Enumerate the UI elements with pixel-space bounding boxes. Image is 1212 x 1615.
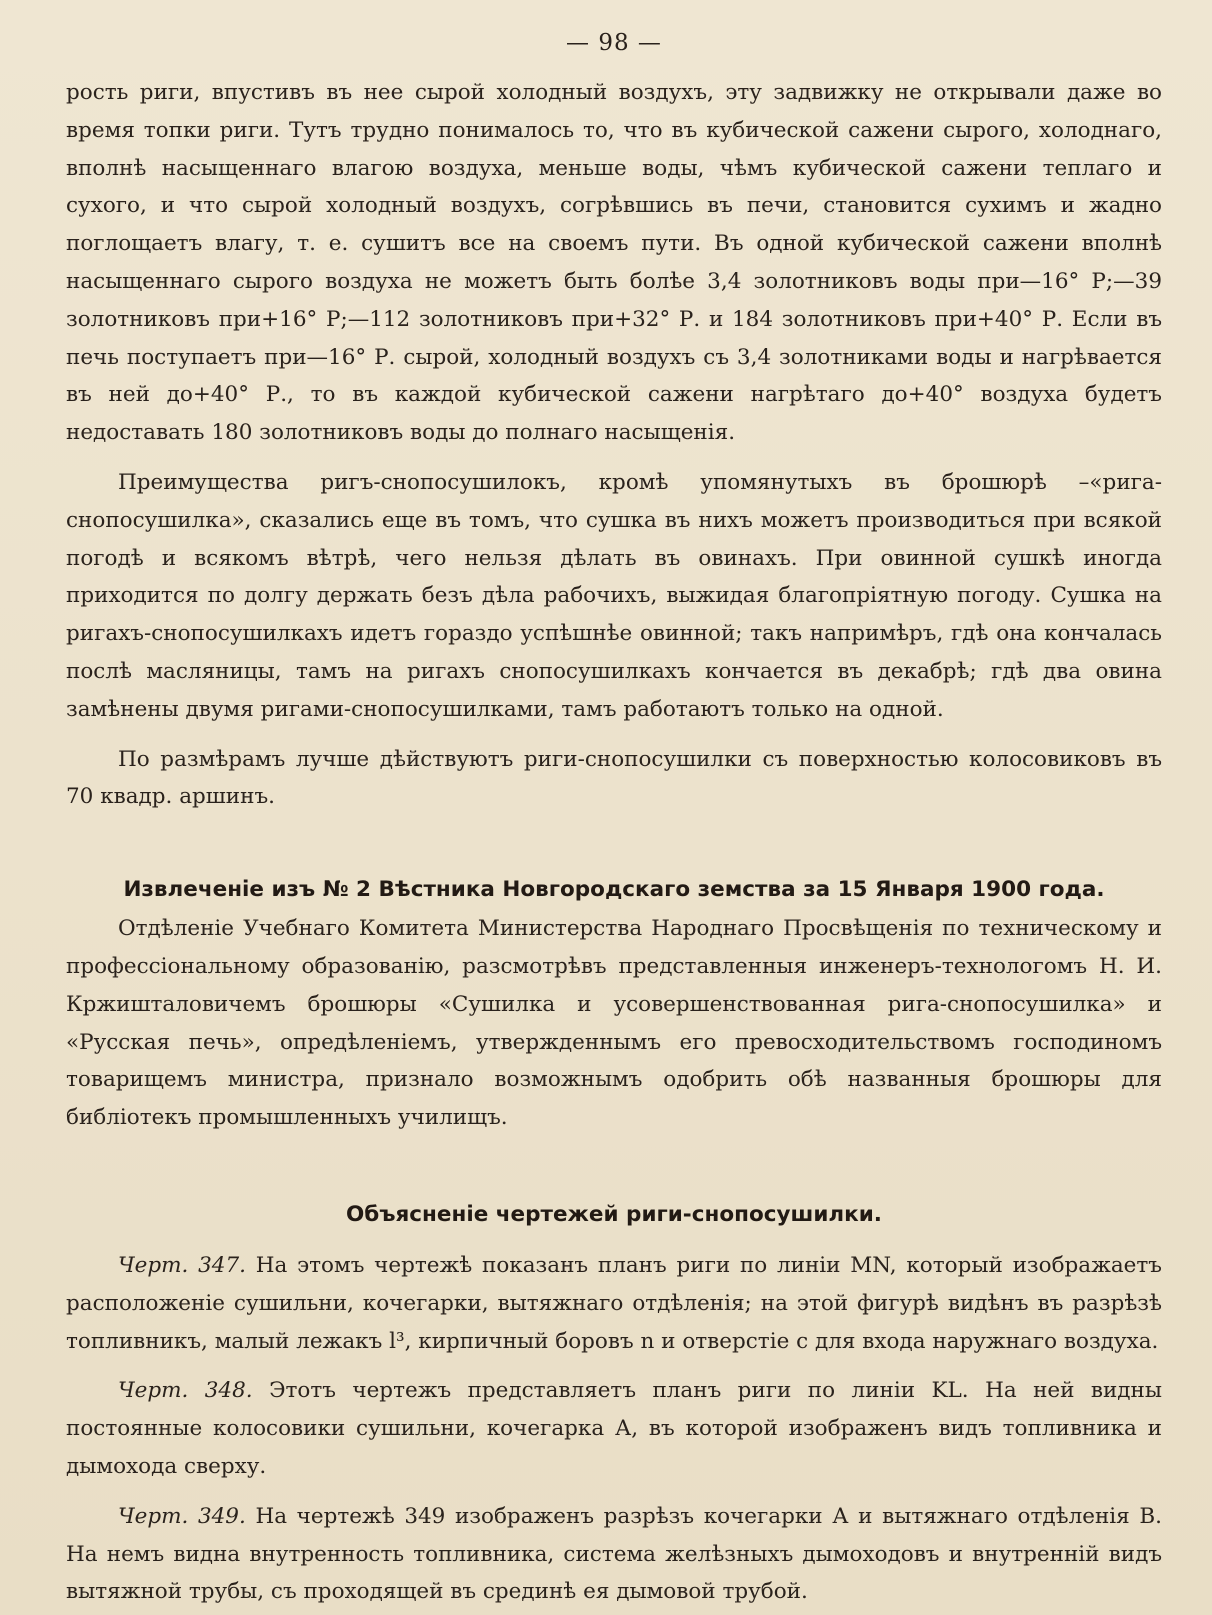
figure-text-347: На этомъ чертежѣ показанъ планъ риги по линіи MN, который изображаетъ расположеніе сушильни, кочегарки, вытяжнаго отдѣленія; на этой фигурѣ видѣнъ въ разрѣзѣ топливникъ, малый лежакъ l³, кирпичный боровъ n и отверстіе с для входа наружнаго воздуха. (66, 1252, 1162, 1354)
figure-label-349: Черт. 349. (118, 1503, 246, 1529)
paragraph-sizes: По размѣрамъ лучше дѣйствуютъ риги-снопосушилки съ поверхностью колосовиковъ въ 70 квадр. аршинъ. (66, 746, 1162, 810)
document-page (66, 26, 1162, 1611)
figure-label-347: Черт. 347. (118, 1252, 246, 1278)
figure-paragraph-349 (66, 1498, 1162, 1611)
figure-paragraph-348 (66, 1372, 1162, 1485)
page-number: — 98 — (566, 30, 662, 56)
figure-text-349: На чертежѣ 349 изображенъ разрѣзъ кочегарки А и вытяжнаго отдѣленія В. На немъ видна внутренность топливника, система желѣзныхъ дымоходовъ и внутренній видъ вытяжной трубы, съ проходящей въ срединѣ ея дымовой трубой. (66, 1503, 1162, 1605)
paragraph-air-humidity: рость риги, впустивъ въ нее сырой холодный воздухъ, эту задвижку не открывали даже во время топки риги. Тутъ трудно понималось то, что въ кубической сажени сырого, холоднаго, вполнѣ насыщеннаго влагою воздуха, меньше воды, чѣмъ кубической сажени теплаго и сухого, и что сырой холодный воздухъ, согрѣвшись въ печи, становится сухимъ и жадно поглощаетъ влагу, т. е. сушитъ все на своемъ пути. Въ одной кубической сажени вполнѣ насыщеннаго сырого воздуха не можетъ быть болѣе 3,4 золотниковъ воды при—16° Р;—39 золотниковъ при+16° Р;—112 золотниковъ при+32° Р. и 184 золотниковъ при+40° Р. Если въ печь поступаетъ при—16° Р. сырой, холодный воздухъ съ 3,4 золотниками воды и нагрѣвается въ ней до+40° Р., то въ каждой кубической сажени нагрѣтаго до+40° воздуха будетъ недоставать 180 золотниковъ воды до полнаго насыщенія. (66, 80, 1162, 446)
paragraph-committee: Отдѣленіе Учебнаго Комитета Министерства Народнаго Просвѣщенія по техническому и профессіональному образованію, разсмотрѣвъ представленныя инженеръ-технологомъ Н. И. Кржишталовичемъ брошюры «Сушилка и усовершенствованная рига-снопосушилка» и «Русская печь», опредѣленіемъ, утвержденнымъ его превосходительствомъ господиномъ товарищемъ министра, признало возможнымъ одобрить обѣ названныя брошюры для библіотекъ промышленныхъ училищъ. (66, 916, 1162, 1131)
paragraph-advantages: Преимущества ригъ-снопосушилокъ, кромѣ упомянутыхъ въ брошюрѣ –«рига-снопосушилка», сказались еще въ томъ, что сушка въ нихъ можетъ производиться при всякой погодѣ и всякомъ вѣтрѣ, чего нельзя дѣлать въ овинахъ. При овинной сушкѣ иногда приходится по долгу держать безъ дѣла рабочихъ, выжидая благопріятную погоду. Сушка на ригахъ-снопосушилкахъ идетъ гораздо успѣшнѣе овинной; такъ напримѣръ, гдѣ она кончалась послѣ масляницы, тамъ на ригахъ снопосушилкахъ кончается въ декабрѣ; гдѣ два овина замѣнены двумя ригами-снопосушилками, тамъ работаютъ только на одной. (66, 469, 1162, 722)
figure-label-348: Черт. 348. (118, 1378, 253, 1404)
heading-drawings-explanation: Объясненіе чертежей риги-снопосушилки. (346, 1201, 882, 1227)
heading-extract: Извлеченіе изъ № 2 Вѣстника Новгородскаго земства за 15 Января 1900 года. (123, 877, 1105, 903)
figure-text-348: Этотъ чертежъ представляетъ планъ риги по линіи KL. На ней видны постоянные колосовики сушильни, кочегарка А, въ которой изображенъ видъ топливника и дымохода сверху. (66, 1378, 1162, 1479)
figure-paragraph-347 (66, 1247, 1162, 1360)
